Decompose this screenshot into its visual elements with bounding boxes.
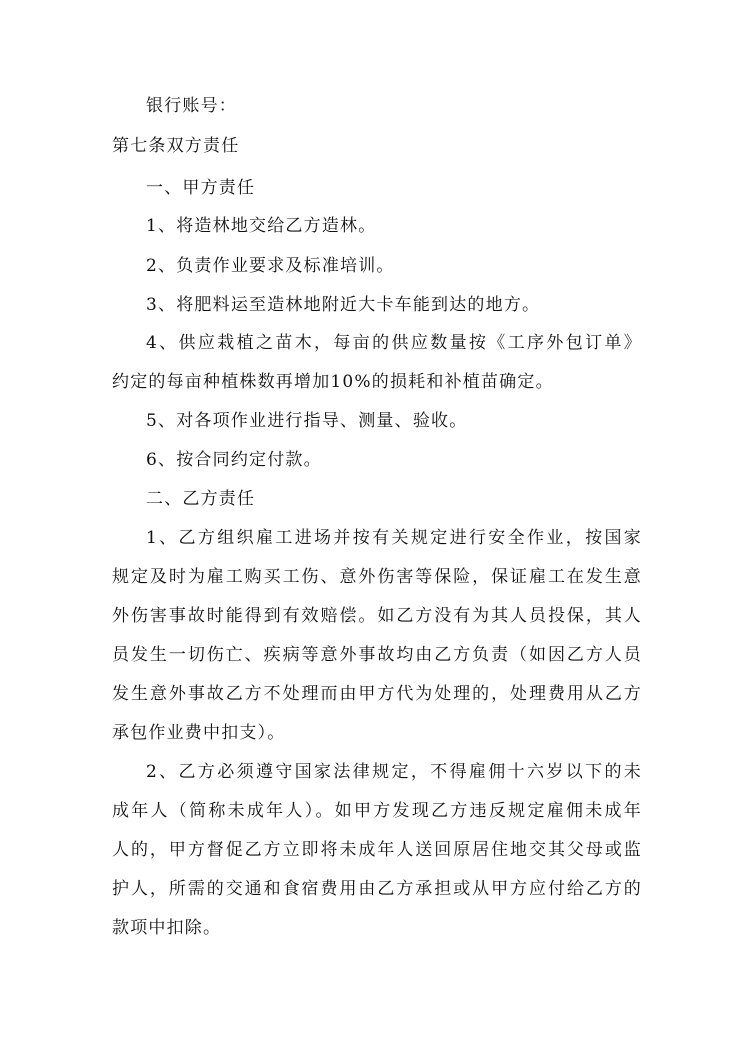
paragraph-line: 外伤害事故时能得到有效赔偿。如乙方没有为其人员投保，其人 <box>112 606 642 626</box>
bank-account-label: 银行账号： <box>146 96 237 116</box>
paragraph-line: 5、对各项作业进行指导、测量、验收。 <box>146 411 468 431</box>
paragraph-line: 2、负责作业要求及标准培训。 <box>146 256 395 276</box>
paragraph-line: 约定的每亩种植株数再增加10%的损耗和补植苗确定。 <box>112 372 554 392</box>
paragraph-line: 6、按合同约定付款。 <box>146 450 322 470</box>
paragraph-line: 成年人（简称未成年人）。如甲方发现乙方违反规定雇佣未成年 <box>112 801 642 821</box>
paragraph-line: 2、乙方必须遵守国家法律规定，不得雇佣十六岁以下的未 <box>146 762 642 782</box>
paragraph-line: 护人，所需的交通和食宿费用由乙方承担或从甲方应付给乙方的 <box>112 879 642 899</box>
paragraph-line: 4、供应栽植之苗木，每亩的供应数量按《工序外包订单》 <box>146 333 642 353</box>
section-heading-party-b: 二、乙方责任 <box>146 489 256 509</box>
section-heading-party-a: 一、甲方责任 <box>146 178 256 198</box>
paragraph-line: 承包作业费中扣支）。 <box>112 723 286 743</box>
paragraph-line: 人的，甲方督促乙方立即将未成年人送回原居住地交其父母或监 <box>112 840 642 860</box>
paragraph-line: 1、乙方组织雇工进场并按有关规定进行安全作业，按国家 <box>146 528 642 548</box>
paragraph-line: 款项中扣除。 <box>112 918 222 938</box>
paragraph-line: 3、将肥料运至造林地附近大卡车能到达的地方。 <box>146 295 541 315</box>
paragraph-line: 规定及时为雇工购买工伤、意外伤害等保险，保证雇工在发生意 <box>112 567 642 587</box>
paragraph-line: 1、将造林地交给乙方造林。 <box>146 216 377 236</box>
article-heading: 第七条双方责任 <box>112 136 240 156</box>
paragraph-line: 发生意外事故乙方不处理而由甲方代为处理的，处理费用从乙方 <box>112 684 642 704</box>
paragraph-line: 员发生一切伤亡、疾病等意外事故均由乙方负责（如因乙方人员 <box>112 645 642 665</box>
